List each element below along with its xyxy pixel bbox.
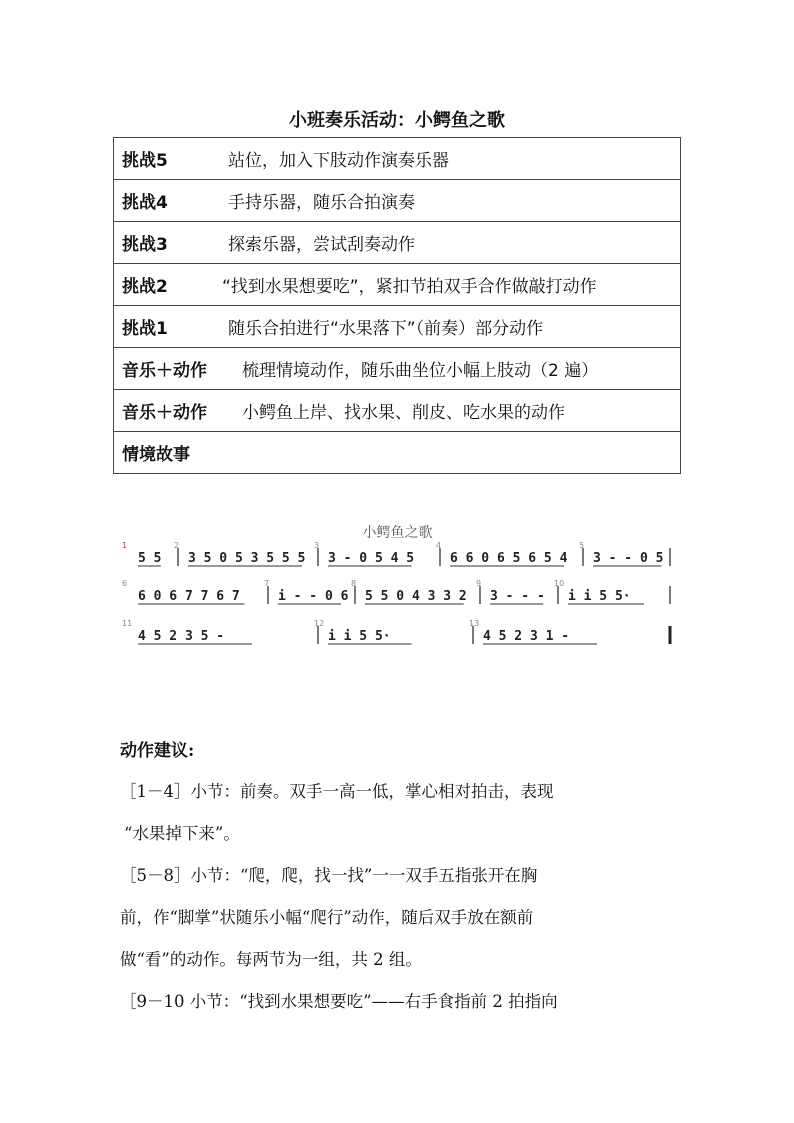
measure-number: 11 xyxy=(122,619,133,628)
table-row xyxy=(114,222,681,264)
row-description: “找到水果想要吃”，紧扣节拍双手合作做敲打动作 xyxy=(222,277,597,297)
row-label: 挑战2 xyxy=(122,277,168,297)
measure-number: 5 xyxy=(579,541,585,550)
measure-notes: 3 5 0 5 3 5 5 5 xyxy=(188,551,306,566)
row-label: 音乐＋动作 xyxy=(122,403,207,423)
measure-notes: 3 - 0 5 4 5 xyxy=(328,551,415,566)
table-row xyxy=(114,390,681,432)
advice-line: “水果掉下来”。 xyxy=(124,824,240,843)
measure-number: 2 xyxy=(174,541,180,550)
measure-number: 13 xyxy=(469,619,480,628)
measure-number: 12 xyxy=(314,619,325,628)
measure-number: 9 xyxy=(476,579,482,588)
advice-line: ［9－10 小节：“找到水果想要吃”——右手食指前 2 拍指向 xyxy=(120,992,558,1011)
advice-line: 前，作“脚掌”状随乐小幅“爬行”动作，随后双手放在额前 xyxy=(120,908,534,927)
row-description: 梳理情境动作，随乐曲坐位小幅上肢动（2 遍） xyxy=(242,361,599,381)
measure-notes: 3 - - 0 5 xyxy=(593,551,664,566)
measure-notes: 3 - - - xyxy=(490,589,545,604)
measure-number: 1 xyxy=(122,541,128,550)
table-row xyxy=(114,306,681,348)
measure-number: 10 xyxy=(554,579,565,588)
score-notation xyxy=(120,518,675,678)
advice-heading: 动作建议: xyxy=(120,741,195,761)
measure-number: 6 xyxy=(122,579,128,588)
measure-number: 3 xyxy=(314,541,320,550)
row-label: 挑战4 xyxy=(122,193,168,213)
advice-line: ［1－4］小节：前奏。双手一高一低，掌心相对拍击，表现 xyxy=(120,782,554,801)
table-row xyxy=(114,138,681,180)
measure-notes: 6 6 0 6 5 6 5 4 xyxy=(450,551,568,566)
advice-line: 做“看”的动作。每两节为一组，共 2 组。 xyxy=(120,950,422,969)
measure-notes: 5 5 0 4 3 3 2 xyxy=(365,589,467,604)
page-title: 小班奏乐活动：小鳄鱼之歌 xyxy=(289,110,505,131)
row-description: 站位，加入下肢动作演奏乐器 xyxy=(228,151,449,171)
measure-number: 8 xyxy=(351,579,357,588)
advice-line: ［5－8］小节：“爬，爬，找一找”一一双手五指张开在胸 xyxy=(120,866,538,885)
row-description: 随乐合拍进行“水果落下”（前奏）部分动作 xyxy=(228,319,544,339)
score-title: 小鳄鱼之歌 xyxy=(362,525,433,541)
row-label: 挑战5 xyxy=(122,151,168,171)
table-row xyxy=(114,264,681,306)
measure-notes: 4 5 2 3 1 - xyxy=(483,629,570,644)
measure-notes: 4 5 2 3 5 - xyxy=(138,629,225,644)
row-label: 情境故事 xyxy=(122,445,190,465)
row-description: 小鳄鱼上岸、找水果、削皮、吃水果的动作 xyxy=(242,403,565,423)
measure-notes: i i 5 5· xyxy=(328,629,391,644)
numbered-music-score xyxy=(120,518,675,678)
measure-notes: 6 0 6 7 7 6 7 xyxy=(138,589,240,604)
table-row xyxy=(114,348,681,390)
measure-notes: 5 5 xyxy=(138,551,162,566)
row-label: 音乐＋动作 xyxy=(122,361,207,381)
measure-notes: i i 5 5· xyxy=(568,589,631,604)
measure-number: 7 xyxy=(264,579,270,588)
measure-notes: i - - 0 6 xyxy=(278,589,349,604)
row-label: 挑战1 xyxy=(122,319,168,339)
table-row xyxy=(114,432,681,474)
challenge-table xyxy=(113,137,681,474)
row-label: 挑战3 xyxy=(122,235,168,255)
measure-number: 4 xyxy=(436,541,442,550)
row-description: 探索乐器，尝试刮奏动作 xyxy=(228,235,415,255)
row-description: 手持乐器，随乐合拍演奏 xyxy=(228,193,415,213)
table-row xyxy=(114,180,681,222)
